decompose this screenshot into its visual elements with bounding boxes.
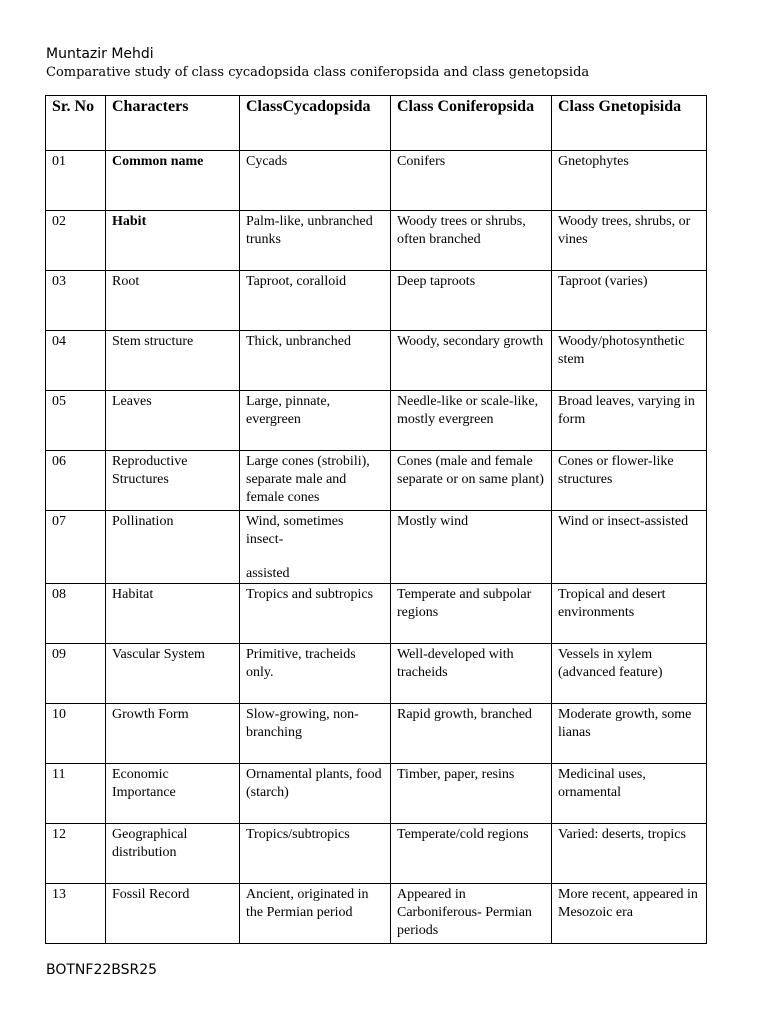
cell-sr-no: 09 [46, 644, 106, 704]
table-row [46, 584, 707, 644]
comparison-table [45, 95, 707, 944]
cell-gnetopsida: Medicinal uses, ornamental [552, 764, 707, 824]
cell-sr-no: 02 [46, 211, 106, 271]
cell-gnetopsida: Wind or insect-assisted [552, 511, 707, 584]
cell-gnetopsida: Tropical and desert environments [552, 584, 707, 644]
cell-character: Leaves [106, 391, 240, 451]
cell-cycadopsida [240, 511, 391, 584]
cell-coniferopsida: Cones (male and female separate or on same plant) [391, 451, 552, 511]
cell-cycadopsida: Cycads [240, 151, 391, 211]
cell-cycadopsida: Slow-growing, non-branching [240, 704, 391, 764]
header-characters: Characters [106, 96, 240, 151]
cell-sr-no: 10 [46, 704, 106, 764]
cell-sr-no: 13 [46, 884, 106, 944]
cell-cycadopsida: Tropics and subtropics [240, 584, 391, 644]
header-cycadopsida: ClassCycadopsida [240, 96, 391, 151]
table-row [46, 764, 707, 824]
cell-coniferopsida: Well-developed with tracheids [391, 644, 552, 704]
cell-coniferopsida: Woody, secondary growth [391, 331, 552, 391]
cell-coniferopsida: Deep taproots [391, 271, 552, 331]
cell-cycadopsida: Taproot, coralloid [240, 271, 391, 331]
header-gnetopsida: Class Gnetopisida [552, 96, 707, 151]
cell-text-line: assisted [246, 566, 290, 581]
cell-coniferopsida: Appeared in Carboniferous- Permian periods [391, 884, 552, 944]
cell-sr-no: 12 [46, 824, 106, 884]
cell-coniferopsida: Temperate/cold regions [391, 824, 552, 884]
cell-gnetopsida: Moderate growth, some lianas [552, 704, 707, 764]
footer-code: BOTNF22BSR25 [46, 962, 158, 978]
cell-coniferopsida: Conifers [391, 151, 552, 211]
cell-cycadopsida: Palm-like, unbranched trunks [240, 211, 391, 271]
cell-coniferopsida: Woody trees or shrubs, often branched [391, 211, 552, 271]
cell-sr-no: 08 [46, 584, 106, 644]
table-row [46, 704, 707, 764]
cell-gnetopsida: Broad leaves, varying in form [552, 391, 707, 451]
table-row [46, 271, 707, 331]
cell-gnetopsida: Varied: deserts, tropics [552, 824, 707, 884]
cell-character: Growth Form [106, 704, 240, 764]
table-row [46, 511, 707, 584]
author-name: Muntazir Mehdi [46, 46, 154, 62]
cell-cycadopsida: Thick, unbranched [240, 331, 391, 391]
cell-cycadopsida: Large cones (strobili), separate male and female cones [240, 451, 391, 511]
table-header-row [46, 96, 707, 151]
cell-gnetopsida: Cones or flower-like structures [552, 451, 707, 511]
cell-character: Stem structure [106, 331, 240, 391]
cell-sr-no: 03 [46, 271, 106, 331]
table-row [46, 884, 707, 944]
cell-cycadopsida: Tropics/subtropics [240, 824, 391, 884]
cell-character: Root [106, 271, 240, 331]
cell-sr-no: 06 [46, 451, 106, 511]
table-row [46, 824, 707, 884]
cell-cycadopsida: Ornamental plants, food (starch) [240, 764, 391, 824]
table-row [46, 391, 707, 451]
cell-cycadopsida: Large, pinnate, evergreen [240, 391, 391, 451]
cell-character: Habitat [106, 584, 240, 644]
cell-coniferopsida: Needle-like or scale-like, mostly evergreen [391, 391, 552, 451]
table-row [46, 211, 707, 271]
cell-character: Geographical distribution [106, 824, 240, 884]
cell-character: Economic Importance [106, 764, 240, 824]
cell-text-line: Wind, sometimes insect- [246, 514, 344, 547]
cell-sr-no: 11 [46, 764, 106, 824]
cell-character: Vascular System [106, 644, 240, 704]
cell-sr-no: 04 [46, 331, 106, 391]
cell-cycadopsida: Ancient, originated in the Permian period [240, 884, 391, 944]
document-subtitle: Comparative study of class cycadopsida class coniferopsida and class genetopsida [46, 65, 590, 80]
cell-sr-no: 01 [46, 151, 106, 211]
cell-gnetopsida: Taproot (varies) [552, 271, 707, 331]
cell-gnetopsida: Woody/photosynthetic stem [552, 331, 707, 391]
cell-gnetopsida: Woody trees, shrubs, or vines [552, 211, 707, 271]
cell-character: Common name [106, 151, 240, 211]
table-row [46, 331, 707, 391]
cell-coniferopsida: Temperate and subpolar regions [391, 584, 552, 644]
table-row [46, 451, 707, 511]
cell-character: Habit [106, 211, 240, 271]
cell-coniferopsida: Mostly wind [391, 511, 552, 584]
cell-character: Reproductive Structures [106, 451, 240, 511]
cell-character: Pollination [106, 511, 240, 584]
cell-character: Fossil Record [106, 884, 240, 944]
cell-gnetopsida: More recent, appeared in Mesozoic era [552, 884, 707, 944]
cell-gnetopsida: Vessels in xylem (advanced feature) [552, 644, 707, 704]
cell-sr-no: 05 [46, 391, 106, 451]
cell-cycadopsida: Primitive, tracheids only. [240, 644, 391, 704]
table-row [46, 151, 707, 211]
header-coniferopsida: Class Coniferopsida [391, 96, 552, 151]
header-sr-no: Sr. No [46, 96, 106, 151]
table-row [46, 644, 707, 704]
cell-coniferopsida: Rapid growth, branched [391, 704, 552, 764]
cell-coniferopsida: Timber, paper, resins [391, 764, 552, 824]
cell-gnetopsida: Gnetophytes [552, 151, 707, 211]
cell-sr-no: 07 [46, 511, 106, 584]
